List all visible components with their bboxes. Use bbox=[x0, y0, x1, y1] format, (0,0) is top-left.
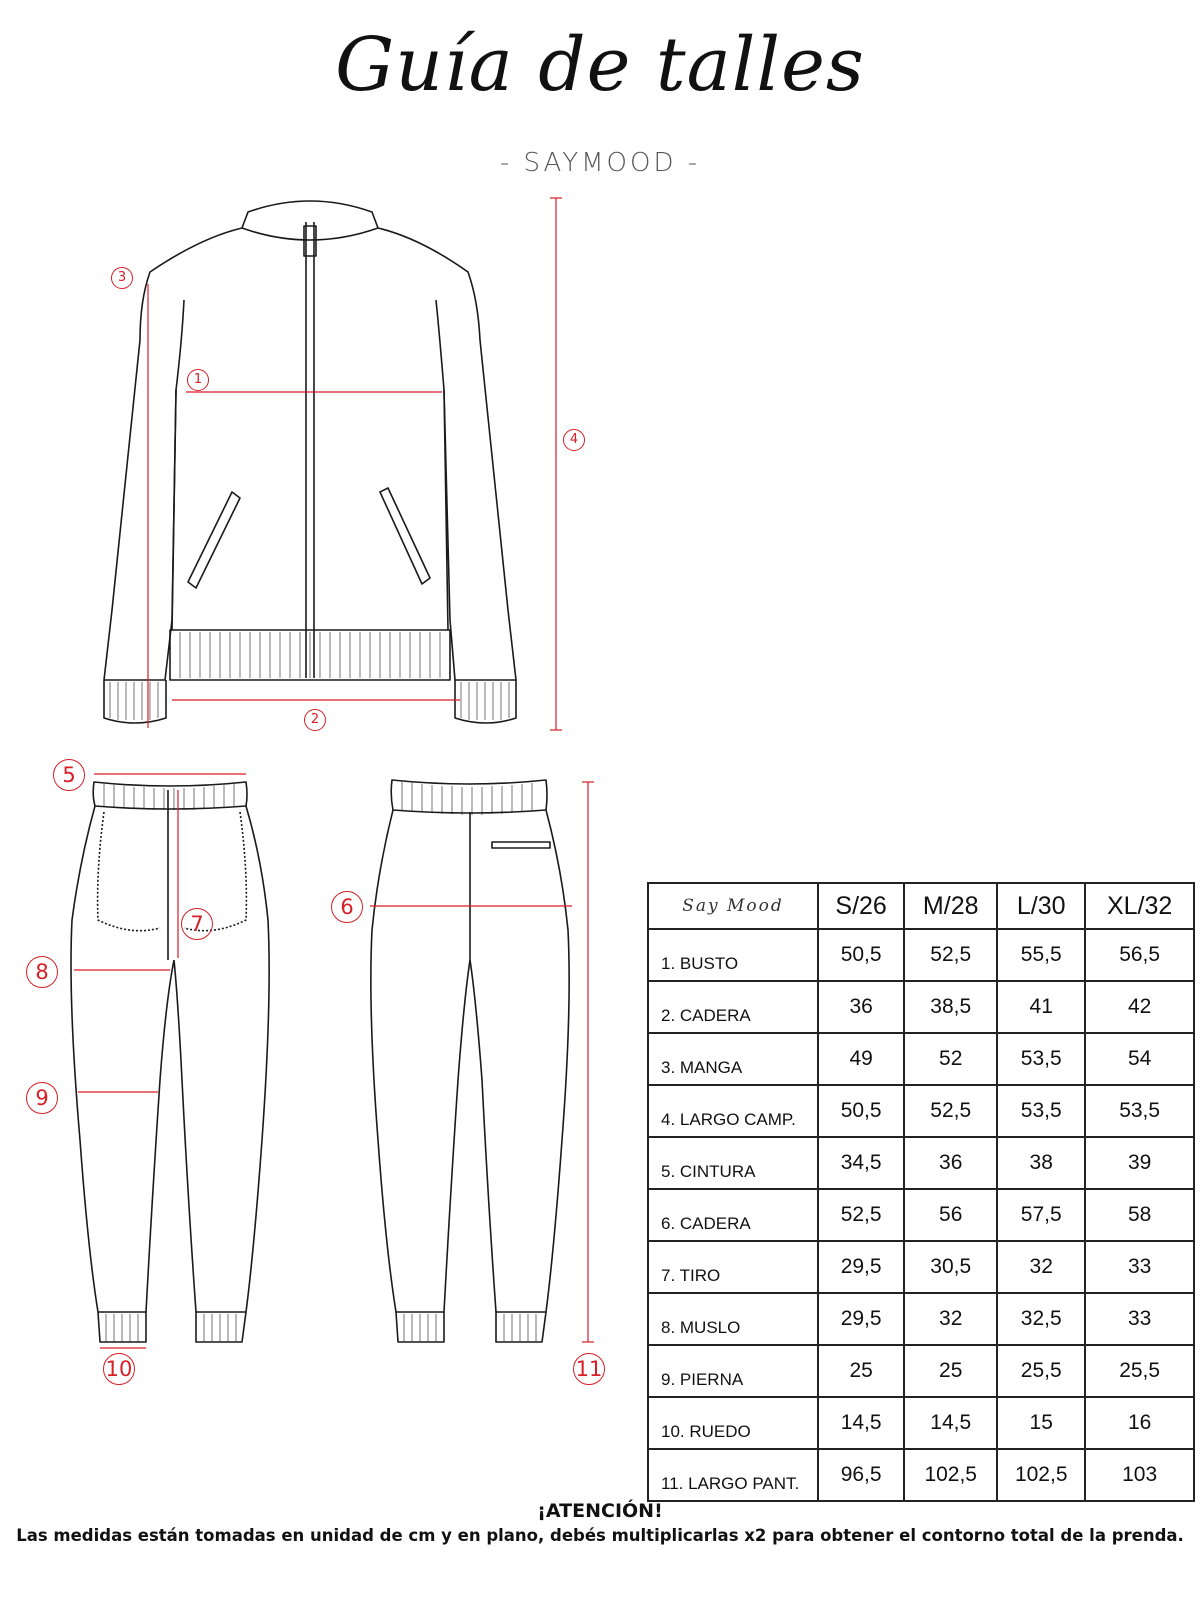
table-row bbox=[648, 1345, 1194, 1397]
size-value: 53,5 bbox=[1085, 1085, 1194, 1137]
measure-label-2: 2 bbox=[304, 709, 326, 731]
jacket-collar bbox=[242, 201, 378, 240]
row-label: 8. MUSLO bbox=[648, 1293, 818, 1345]
brand-signature: Say Mood bbox=[648, 883, 818, 929]
size-value: 55,5 bbox=[997, 929, 1085, 981]
jacket-right-pocket bbox=[380, 488, 430, 584]
size-value: 34,5 bbox=[818, 1137, 904, 1189]
measure-label-4: 4 bbox=[563, 429, 585, 451]
pants-front-right-cuff bbox=[196, 1312, 246, 1342]
measure-label-3: 3 bbox=[111, 267, 133, 289]
size-value: 36 bbox=[818, 981, 904, 1033]
size-value: 58 bbox=[1085, 1189, 1194, 1241]
pants-front-measure-lines bbox=[74, 774, 246, 1348]
table-row bbox=[648, 929, 1194, 981]
size-value: 32 bbox=[997, 1241, 1085, 1293]
table-row bbox=[648, 1137, 1194, 1189]
size-value: 25,5 bbox=[1085, 1345, 1194, 1397]
pants-front-pockets bbox=[98, 812, 247, 931]
notice-title: ¡ATENCIÓN! bbox=[537, 1500, 663, 1522]
jacket-drawing bbox=[104, 201, 516, 723]
size-value: 33 bbox=[1085, 1293, 1194, 1345]
table-row bbox=[648, 1085, 1194, 1137]
size-value: 102,5 bbox=[904, 1449, 997, 1501]
measure-label-1: 1 bbox=[187, 369, 209, 391]
notice-text: Las medidas están tomadas en unidad de cm y en plano, debés multiplicarlas x2 para obtener el contorno total de la prenda. bbox=[16, 1526, 1184, 1545]
table-row bbox=[648, 1293, 1194, 1345]
size-value: 50,5 bbox=[818, 1085, 904, 1137]
size-value: 53,5 bbox=[997, 1085, 1085, 1137]
size-table bbox=[647, 882, 1195, 1502]
table-row bbox=[648, 1397, 1194, 1449]
size-value: 15 bbox=[997, 1397, 1085, 1449]
size-value: 38,5 bbox=[904, 981, 997, 1033]
row-label: 10. RUEDO bbox=[648, 1397, 818, 1449]
table-row bbox=[648, 1449, 1194, 1501]
pants-back-pocket bbox=[492, 842, 550, 848]
size-value: 42 bbox=[1085, 981, 1194, 1033]
size-value: 29,5 bbox=[818, 1241, 904, 1293]
pants-back-waistband bbox=[391, 780, 547, 813]
size-value: 25 bbox=[818, 1345, 904, 1397]
jacket-body bbox=[104, 228, 516, 680]
size-header: XL/32 bbox=[1085, 883, 1194, 929]
measure-label-11: 11 bbox=[573, 1353, 605, 1385]
size-value: 52 bbox=[904, 1033, 997, 1085]
jacket-ribbing bbox=[180, 632, 440, 678]
size-header: L/30 bbox=[997, 883, 1085, 929]
row-label: 3. MANGA bbox=[648, 1033, 818, 1085]
size-value: 30,5 bbox=[904, 1241, 997, 1293]
size-value: 36 bbox=[904, 1137, 997, 1189]
size-value: 14,5 bbox=[818, 1397, 904, 1449]
pants-back-drawing bbox=[371, 780, 569, 1342]
page-title: Guía de talles bbox=[335, 22, 865, 108]
size-value: 32,5 bbox=[997, 1293, 1085, 1345]
row-label: 2. CADERA bbox=[648, 981, 818, 1033]
pants-back-measure-lines bbox=[370, 782, 594, 1342]
size-value: 54 bbox=[1085, 1033, 1194, 1085]
table-row bbox=[648, 981, 1194, 1033]
size-value: 25,5 bbox=[997, 1345, 1085, 1397]
pants-back-right-cuff bbox=[496, 1312, 546, 1342]
size-value: 39 bbox=[1085, 1137, 1194, 1189]
measure-label-10: 10 bbox=[103, 1353, 135, 1385]
size-value: 53,5 bbox=[997, 1033, 1085, 1085]
size-value: 103 bbox=[1085, 1449, 1194, 1501]
measure-label-9: 9 bbox=[26, 1082, 58, 1114]
size-value: 50,5 bbox=[818, 929, 904, 981]
jacket-zipper bbox=[306, 222, 314, 678]
size-value: 33 bbox=[1085, 1241, 1194, 1293]
table-row bbox=[648, 1033, 1194, 1085]
size-value: 41 bbox=[997, 981, 1085, 1033]
table-row bbox=[648, 1241, 1194, 1293]
row-label: 11. LARGO PANT. bbox=[648, 1449, 818, 1501]
size-value: 56,5 bbox=[1085, 929, 1194, 981]
size-value: 32 bbox=[904, 1293, 997, 1345]
jacket-left-pocket bbox=[188, 492, 240, 588]
size-value: 57,5 bbox=[997, 1189, 1085, 1241]
size-value: 52,5 bbox=[904, 929, 997, 981]
size-value: 52,5 bbox=[904, 1085, 997, 1137]
table-row bbox=[648, 1189, 1194, 1241]
pants-front-drawing bbox=[71, 782, 269, 1342]
measure-label-8: 8 bbox=[26, 956, 58, 988]
size-header: M/28 bbox=[904, 883, 997, 929]
row-label: 1. BUSTO bbox=[648, 929, 818, 981]
size-value: 52,5 bbox=[818, 1189, 904, 1241]
row-label: 7. TIRO bbox=[648, 1241, 818, 1293]
size-value: 25 bbox=[904, 1345, 997, 1397]
measure-label-7: 7 bbox=[181, 908, 213, 940]
brand-subtitle: - SAYMOOD - bbox=[499, 148, 701, 178]
size-value: 56 bbox=[904, 1189, 997, 1241]
size-value: 96,5 bbox=[818, 1449, 904, 1501]
row-label: 6. CADERA bbox=[648, 1189, 818, 1241]
size-value: 16 bbox=[1085, 1397, 1194, 1449]
jacket-left-cuff bbox=[104, 680, 166, 723]
size-table-header bbox=[648, 883, 1194, 929]
pants-front-outline bbox=[71, 806, 269, 1312]
size-header: S/26 bbox=[818, 883, 904, 929]
row-label: 4. LARGO CAMP. bbox=[648, 1085, 818, 1137]
row-label: 5. CINTURA bbox=[648, 1137, 818, 1189]
size-value: 29,5 bbox=[818, 1293, 904, 1345]
measure-label-6: 6 bbox=[331, 891, 363, 923]
size-value: 14,5 bbox=[904, 1397, 997, 1449]
jacket-right-cuff bbox=[455, 680, 516, 723]
size-value: 38 bbox=[997, 1137, 1085, 1189]
measure-label-5: 5 bbox=[53, 759, 85, 791]
size-value: 49 bbox=[818, 1033, 904, 1085]
row-label: 9. PIERNA bbox=[648, 1345, 818, 1397]
size-value: 102,5 bbox=[997, 1449, 1085, 1501]
